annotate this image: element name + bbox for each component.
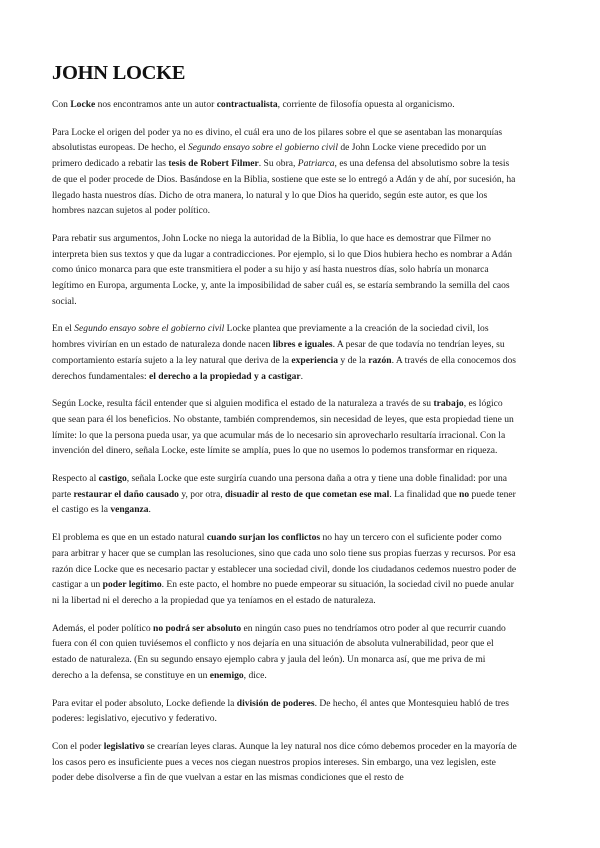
text-run: Para Locke el origen del poder ya no es divino, el cuál era uno de los pilares sobre el que se asentaban las monarquías absolutistas europeas. De hecho, el [52,126,503,154]
text-run: no hay un tercero con el suficiente poder como para arbitrar y hacer que se cumplan las resoluciones, sino que cada uno solo tiene sus propias fuerzas y recursos. Por esa razón dice Locke que es necesario pactar y establecer una sociedad civil, donde los ciudadanos cedemos nuestro poder de castigar a un [52,532,517,591]
bold-text: tesis de Robert Filmer [168,158,259,170]
text-run: . Su obra, [258,158,298,170]
text-run: Con [52,99,71,110]
bold-text: disuadir al resto de que cometan ese mal [224,488,390,500]
paragraph-10 [52,739,518,786]
bold-text: experiencia [291,354,339,366]
text-run: , señala Locke que este surgiría cuando una persona daña a otra y tiene una doble finalidad: por una parte [52,473,508,500]
text-run: Para rebatir sus argumentos, John Locke no niega la autoridad de la Biblia, lo que hace es demostrar que Filmer no interpreta bien sus textos y que da lugar a contradicciones. Por ejemplo, si lo que Dios hubiera hecho es nombrar a Adán como único monarca para que este transmitiera el poder a su hijo y así hasta nuestros días, solo habría un monarca legítimo en Europa, argumenta Locke, y, ante la imposibilidad de saber cuál es, se estaría sembrando la semilla del caos social. [52,232,512,307]
bold-text: enemigo [209,669,244,681]
paragraph-7 [52,530,518,609]
text-run: . A pesar de que todavía no tendrían leyes, su comportamiento estaría sujeto a la ley natural que deriva de la [52,339,505,366]
bold-text: Locke [70,99,96,110]
text-run: Para evitar el poder absoluto, Locke defiende la [52,697,237,709]
italic-text: Patriarca [297,158,335,170]
text-run: , es una defensa del absolutismo sobre la tesis de que el poder procede de Dios. Basándose en la Biblia, sostiene que este se lo entregó a Adán y de ahí, por sucesión, ha llegado hasta nuestros días. Dicho de otra manera, lo natural y lo que Dios ha querido, según este autor, es que los hombres nazcan sujetos al poder político. [52,158,516,217]
text-run: El problema es que en un estado natural [52,532,207,544]
italic-text: Segundo ensayo sobre el gobierno civil [74,323,225,335]
text-run: Además, el poder político [52,622,154,634]
italic-text: Segundo ensayo sobre el gobierno civil [188,142,338,154]
paragraph-3 [52,231,518,310]
text-run: , es lógico que sean para él los beneficios. No obstante, también comprendemos, sin necesidad de leyes, que esta propiedad tiene un límite: lo que la persona pueda usar, ya que acumular más de lo necesario sin aprovecharlo resultaría irracional. Con la invención del dinero, señala Locke, este límite se amplía, pues lo que no usemos lo podemos transformar en riqueza. [52,398,514,457]
text-run: . La finalidad que [389,488,460,500]
bold-text: castigo [98,473,127,485]
paragraph-8 [52,621,518,684]
text-run: en ningún caso pues no tendríamos otro poder al que recurrir cuando fuera con él con quien tuviésemos el conflicto y nos dejaría en una situación de absoluta vulnerabilidad, peor que el estado de naturaleza. (En su segundo ensayo ejemplo cabra y jaula del león). Un monarca así, que me priva de mi derecho a la defensa, se constituye en un [52,622,506,681]
bold-text: poder legítimo [102,579,162,591]
page-title: JOHN LOCKE [52,62,186,84]
text-run: . En este pacto, el hombre no puede empeorar su situación, la sociedad civil no puede anular ni la libertad ni el derecho a la propiedad que ya teníamos en el estado de naturaleza. [52,579,514,606]
paragraph-5 [52,396,518,459]
text-run: puede tener el castigo es la [52,488,516,516]
text-run: , corriente de filosofía opuesta al organicismo. [277,99,455,110]
paragraph-9 [52,696,518,727]
text-run: Con el poder [52,740,104,752]
bold-text: contractualista [216,99,278,110]
paragraph-2 [52,125,518,219]
bold-text: división de poderes [236,697,315,709]
bold-text: no podrá ser absoluto [153,622,242,634]
text-run: , dice. [243,669,267,681]
text-run: . [148,504,151,516]
paragraph-1 [52,97,518,113]
text-run: y de la [338,354,369,366]
paragraph-4 [52,321,518,384]
bold-text: libres e iguales [272,339,333,351]
text-run: En el [52,323,75,335]
text-run: y, por otra, [178,488,225,500]
bold-text: razón [368,354,392,366]
bold-text: restaurar el daño causado [73,488,179,500]
bold-text: el derecho a la propiedad y a castigar [149,370,301,382]
bold-text: venganza [110,504,149,516]
paragraph-6 [52,471,518,518]
text-run: nos encontramos ante un autor [95,99,217,110]
text-run: Según Locke, resulta fácil entender que si alguien modifica el estado de la naturaleza a través de su [52,398,434,410]
bold-text: cuando surjan los conflictos [206,532,321,544]
text-run: . [300,370,304,382]
text-run: . De hecho, él antes que Montesquieu habló de tres poderes: legislativo, ejecutivo y federativo. [52,697,509,725]
bold-text: trabajo [433,398,464,410]
bold-text: legislativo [103,740,145,752]
text-run: de John Locke viene precedido por un primero dedicado a rebatir las [52,142,487,170]
bold-text: no [459,488,470,500]
text-run: Locke plantea que previamente a la creación de la sociedad civil, los hombres vivirían en un estado de naturaleza donde nacen [52,323,489,351]
text-run: Respecto al [52,473,99,485]
text-run: . A través de ella conocemos dos derechos fundamentales: [52,354,516,382]
text-run: se crearían leyes claras. Aunque la ley natural nos dice cómo debemos proceder en la mayoría de los casos pero es insuficiente pues a veces nos ciegan nuestros propios intereses. Sin embargo, una vez legislen, este poder debe disolverse a fin de que vuelvan a estar en las mismas condiciones que el resto de [52,740,517,784]
